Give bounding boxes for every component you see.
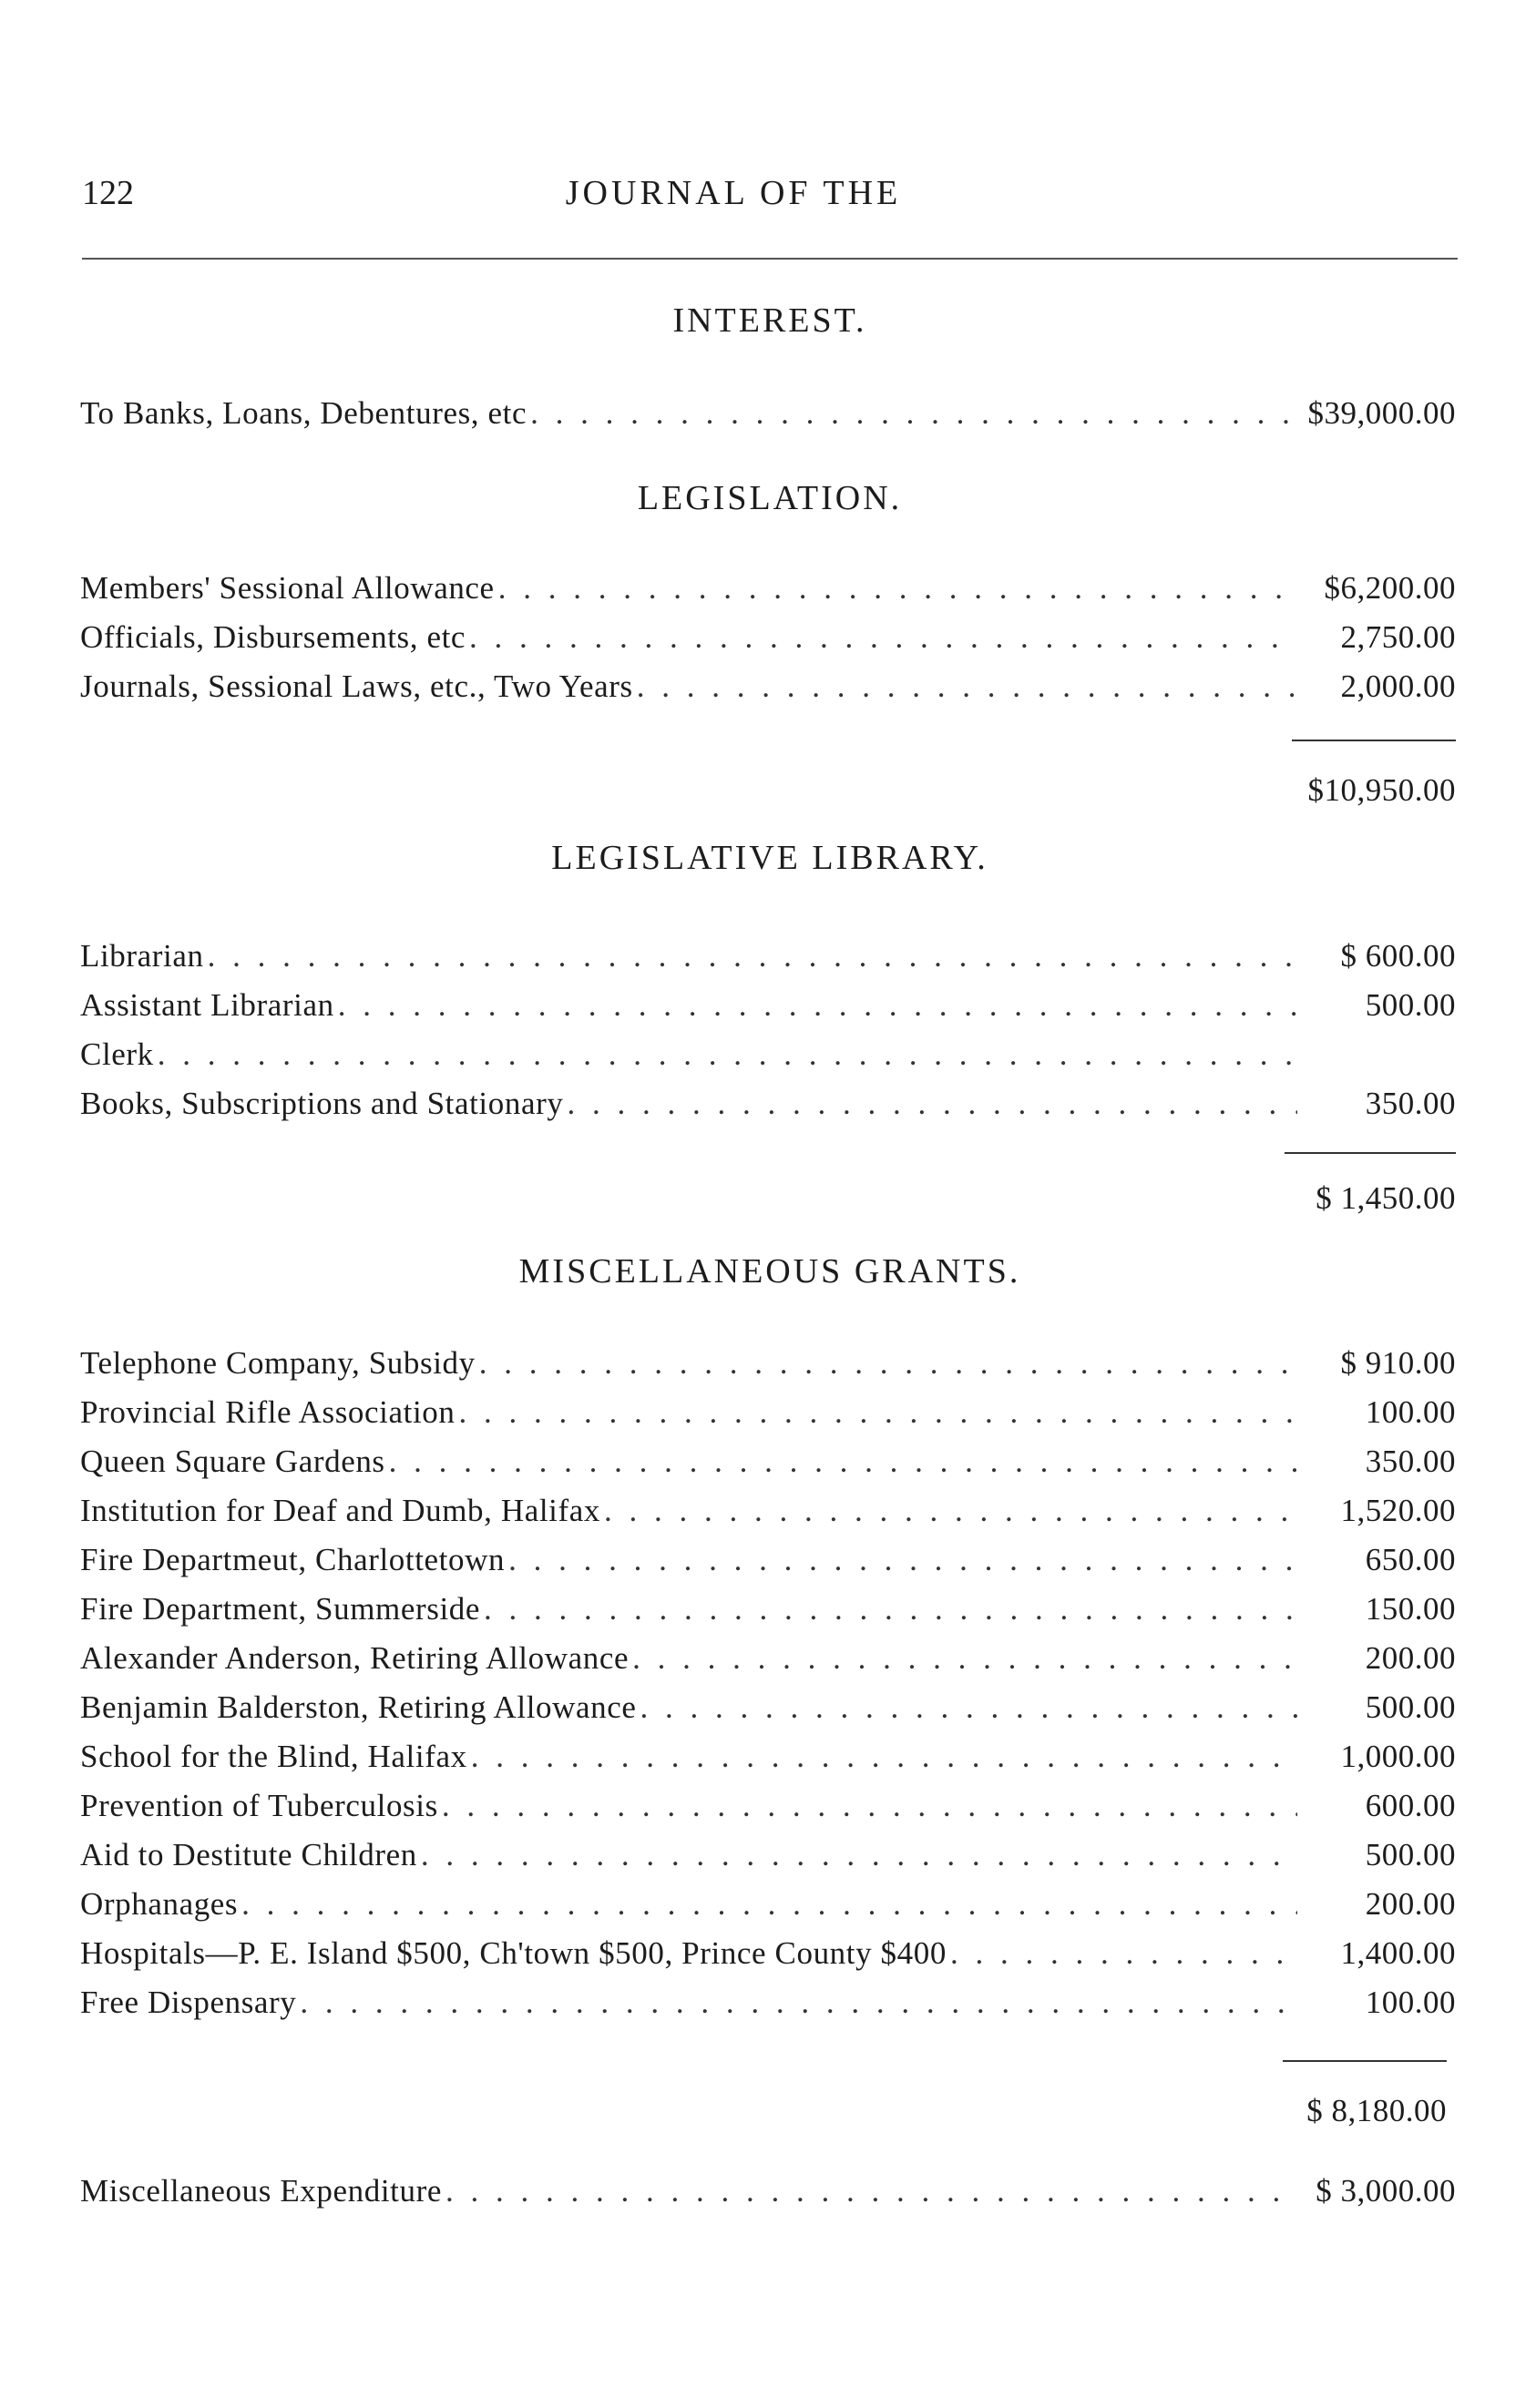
- ledger-amount: $ 910.00: [1340, 1345, 1456, 1381]
- dot-leader: [479, 1338, 1297, 1389]
- ledger-amount: 100.00: [1365, 1394, 1456, 1430]
- ledger-line: [80, 1633, 1456, 1684]
- dot-leader: [241, 1879, 1297, 1930]
- ledger-line: [80, 1338, 1456, 1389]
- ledger-line: [80, 1436, 1456, 1487]
- ledger-label: Orphanages: [80, 1886, 239, 1922]
- dot-leader: [632, 1633, 1297, 1684]
- ledger-line: [80, 1928, 1456, 1979]
- ledger-label: Assistant Librarian: [80, 987, 334, 1023]
- ledger-amount: $6,200.00: [1324, 570, 1456, 606]
- ledger-amount: 500.00: [1365, 987, 1456, 1023]
- dot-leader: [389, 1436, 1297, 1487]
- ledger-label: To Banks, Loans, Debentures, etc: [80, 395, 527, 431]
- ledger-line: [80, 388, 1456, 439]
- ledger-line: [80, 612, 1456, 663]
- ledger-label: Fire Departmeut, Charlottetown: [80, 1542, 506, 1577]
- ledger-label: School for the Blind, Halifax: [80, 1739, 467, 1774]
- dot-leader: [445, 2166, 1297, 2217]
- ledger-amount: 650.00: [1365, 1542, 1456, 1577]
- dot-leader: [458, 1387, 1297, 1438]
- dot-leader: [338, 980, 1297, 1031]
- dot-leader: [567, 1078, 1297, 1129]
- ledger-label: Telephone Company, Subsidy: [80, 1345, 476, 1381]
- ledger-amount: 150.00: [1365, 1591, 1456, 1627]
- ledger-line: [80, 1830, 1456, 1881]
- ledger-amount: 500.00: [1365, 1837, 1456, 1872]
- ledger-line: [80, 1485, 1456, 1536]
- ledger-label: Institution for Deaf and Dumb, Halifax: [80, 1493, 600, 1528]
- ledger-amount: $39,000.00: [1307, 395, 1456, 431]
- ledger-amount: 2,000.00: [1340, 668, 1456, 704]
- ledger-line: [80, 2166, 1456, 2217]
- ledger-line: [80, 1029, 1456, 1080]
- ledger-line: [80, 1977, 1456, 2028]
- ledger-line: [80, 1387, 1456, 1438]
- ledger-label: Prevention of Tuberculosis: [80, 1788, 438, 1823]
- ledger-line: [80, 1682, 1456, 1733]
- section-heading-legislative-library: LEGISLATIVE LIBRARY.: [551, 839, 988, 877]
- header-rule: [82, 258, 1458, 260]
- section-total: $10,950.00: [1307, 772, 1456, 808]
- page-header: [82, 173, 1458, 219]
- ledger-line: [80, 661, 1456, 712]
- ledger-label: Fire Department, Summerside: [80, 1591, 481, 1627]
- dot-leader: [158, 1029, 1297, 1080]
- ledger-amount: 350.00: [1365, 1444, 1456, 1479]
- dot-leader: [469, 612, 1297, 663]
- ledger-line: [80, 980, 1456, 1031]
- ledger-line: [80, 1584, 1456, 1635]
- ledger-line: [80, 931, 1456, 982]
- section-heading-legislation: LEGISLATION.: [637, 479, 903, 517]
- ledger-label: Librarian: [80, 938, 204, 974]
- ledger-line: [80, 1879, 1456, 1930]
- dot-leader: [640, 1682, 1297, 1733]
- ledger-amount: 500.00: [1365, 1689, 1456, 1725]
- ledger-amount: 200.00: [1365, 1886, 1456, 1922]
- ledger-label: Free Dispensary: [80, 1985, 297, 2020]
- ledger-line: [80, 1078, 1456, 1129]
- section-heading-interest: INTEREST.: [672, 301, 867, 340]
- dot-leader: [950, 1928, 1297, 1979]
- ledger-label: Aid to Destitute Children: [80, 1837, 417, 1872]
- ledger-amount: 1,400.00: [1340, 1935, 1456, 1971]
- dot-leader: [530, 388, 1297, 439]
- ledger-label: Officials, Disbursements, etc: [80, 619, 466, 655]
- subtotal-rule: [1285, 1152, 1456, 1154]
- ledger-line: [80, 563, 1456, 614]
- ledger-amount: 350.00: [1365, 1086, 1456, 1121]
- ledger-label: Hospitals—P. E. Island $500, Ch'town $500, Prince County $400: [80, 1935, 947, 1971]
- dot-leader: [604, 1485, 1297, 1536]
- ledger-label: Provincial Rifle Association: [80, 1394, 456, 1430]
- ledger-line: [80, 1731, 1456, 1782]
- ledger-label: Queen Square Gardens: [80, 1444, 385, 1479]
- ledger-amount: 100.00: [1365, 1985, 1456, 2020]
- dot-leader: [637, 661, 1297, 712]
- dot-leader: [208, 931, 1297, 982]
- ledger-label: Alexander Anderson, Retiring Allowance: [80, 1640, 630, 1676]
- ledger-line: [80, 1535, 1456, 1586]
- section-heading-miscellaneous-grants: MISCELLANEOUS GRANTS.: [518, 1252, 1021, 1291]
- ledger-label: Benjamin Balderston, Retiring Allowance: [80, 1689, 637, 1725]
- ledger-amount: 200.00: [1365, 1640, 1456, 1676]
- ledger-label: Books, Subscriptions and Stationary: [80, 1086, 564, 1121]
- ledger-line: [80, 1780, 1456, 1832]
- dot-leader: [484, 1584, 1297, 1635]
- ledger-label: Members' Sessional Allowance: [80, 570, 495, 606]
- running-head: JOURNAL OF THE: [565, 174, 902, 212]
- page-number: 122: [82, 174, 134, 212]
- dot-leader: [471, 1731, 1297, 1782]
- dot-leader: [421, 1830, 1297, 1881]
- ledger-amount: $ 3,000.00: [1316, 2173, 1456, 2209]
- ledger-label: Miscellaneous Expenditure: [80, 2173, 442, 2209]
- subtotal-rule: [1292, 740, 1456, 741]
- ledger-amount: 1,000.00: [1340, 1739, 1456, 1774]
- ledger-amount: 1,520.00: [1340, 1493, 1456, 1528]
- section-total: $ 1,450.00: [1316, 1180, 1456, 1216]
- subtotal-rule: [1283, 2060, 1447, 2062]
- dot-leader: [442, 1780, 1297, 1832]
- dot-leader: [300, 1977, 1297, 2028]
- ledger-label: Clerk: [80, 1036, 154, 1072]
- section-total: $ 8,180.00: [1306, 2093, 1447, 2128]
- dot-leader: [498, 563, 1297, 614]
- ledger-label: Journals, Sessional Laws, etc., Two Years: [80, 668, 633, 704]
- dot-leader: [508, 1535, 1297, 1586]
- ledger-amount: $ 600.00: [1340, 938, 1456, 974]
- ledger-amount: 2,750.00: [1340, 619, 1456, 655]
- ledger-amount: 600.00: [1365, 1788, 1456, 1823]
